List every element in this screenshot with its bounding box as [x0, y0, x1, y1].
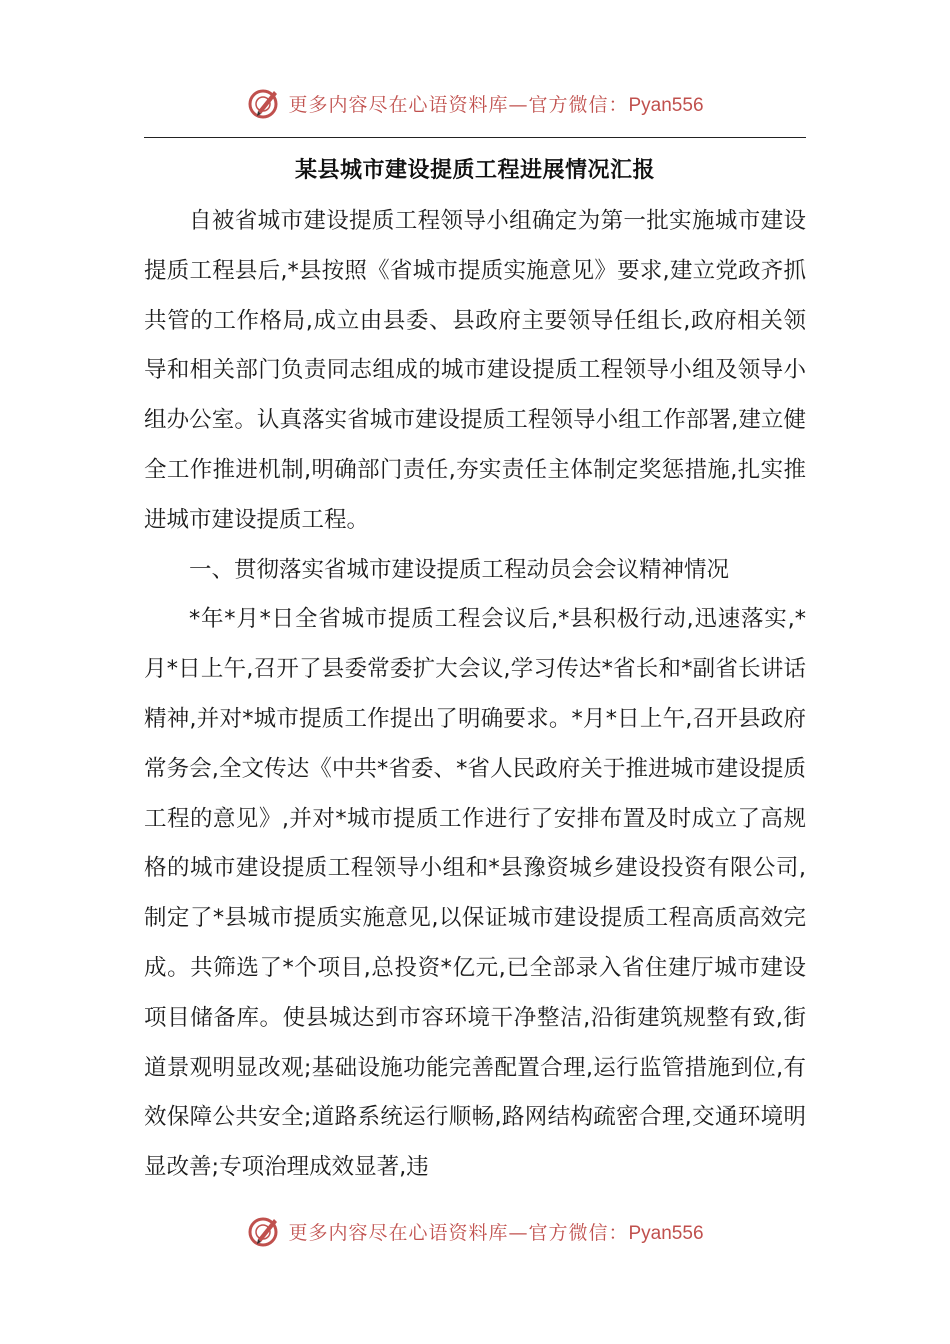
- intro-paragraph: 自被省城市建设提质工程领导小组确定为第一批实施城市建设提质工程县后,*县按照《省城市提质实施意见》要求,建立党政齐抓共管的工作格局,成立由县委、县政府主要领导任组长,政府相关领导和相关部门负责同志组成的城市建设提质工程领导小组及领导小组办公室。认真落实省城市建设提质工程领导小组工作部署,建立健全工作推进机制,明确部门责任,夯实责任主体制定奖惩措施,扎实推进城市建设提质工程。: [144, 208, 806, 533]
- header-divider: [144, 137, 806, 138]
- document-body: [144, 197, 806, 1193]
- header-watermark: [0, 83, 950, 123]
- pen-circle-logo-icon: [246, 85, 282, 121]
- watermark-handle: Pyan556: [628, 94, 704, 116]
- section-paragraph: *年*月*日全省城市提质工程会议后,*县积极行动,迅速落实,*月*日上午,召开了县委常委扩大会议,学习传达*省长和*副省长讲话精神,并对*城市提质工作提出了明确要求。*月*日上午,召开县政府常务会,全文传达《中共*省委、*省人民政府关于推进城市建设提质工程的意见》,并对*城市提质工作进行了安排布置及时成立了高规格的城市建设提质工程领导小组和*县豫资城乡建设投资有限公司,制定了*县城市提质实施意见,以保证城市建设提质工程高质高效完成。共筛选了*个项目,总投资*亿元,已全部录入省住建厅城市建设项目储备库。使县城达到市容环境干净整洁,沿街建筑规整有致,街道景观明显改观;基础设施功能完善配置合理,运行监管措施到位,有效保障公共安全;道路系统运行顺畅,路网结构疏密合理,交通环境明显改善;专项治理成效显著,违: [144, 606, 806, 1181]
- document-title: 某县城市建设提质工程进展情况汇报: [294, 158, 655, 183]
- section-heading: 一、贯彻落实省城市建设提质工程动员会会议精神情况: [189, 556, 730, 583]
- watermark-handle: Pyan556: [628, 1222, 704, 1244]
- pen-circle-logo-icon: [246, 1213, 282, 1249]
- footer-watermark: [0, 1211, 950, 1251]
- watermark-tagline: 更多内容尽在心语资料库—官方微信：Pyan556: [288, 93, 704, 116]
- watermark-tagline: 更多内容尽在心语资料库—官方微信：Pyan556: [288, 1221, 704, 1244]
